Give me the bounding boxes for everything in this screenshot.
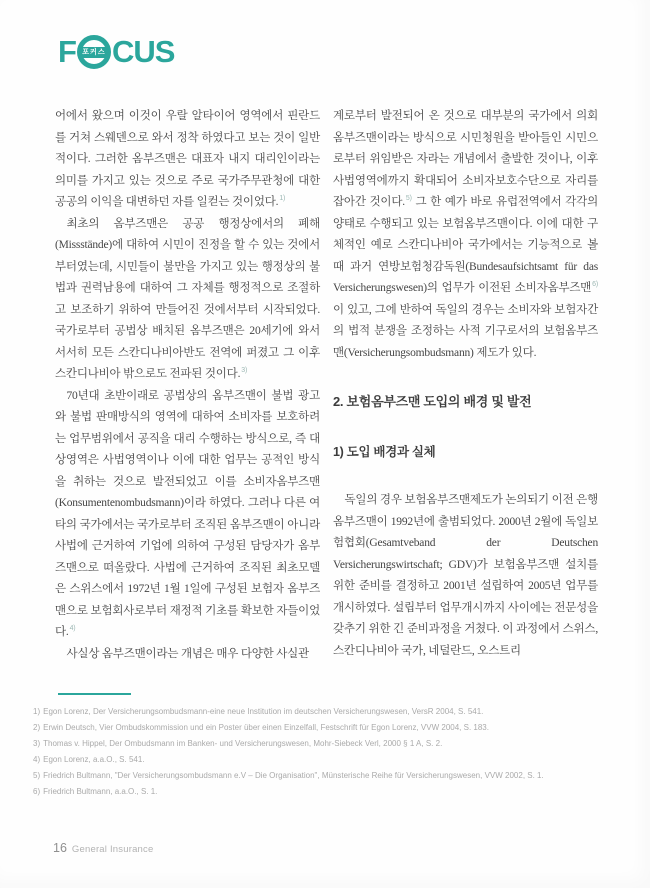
footnote-ref: 3)	[241, 367, 248, 375]
section-heading: 2. 보험옴부즈맨 도입의 배경 및 발전	[333, 394, 532, 409]
footnote-text: Thomas v. Hippel, Der Ombudsmann im Banken- und Versicherungswesen, Mohr-Siebeck Verl, 2000 § 1 A, S. 2.	[43, 739, 443, 748]
footnote-text: Egon Lorenz, Der Versicherungsombudsmann-eine neue Institution im deutschen Versicherungswesen, VersR 2004, S. 541.	[43, 707, 484, 716]
footnote-text: Erwin Deutsch, Vier Ombudskommission und ein Poster über einen Einzelfall, Festschrift für Egon Lorenz, VVW 2004, S. 183.	[43, 723, 489, 732]
footnote-item	[33, 736, 623, 752]
body-paragraph: 사실상 옴부즈맨이라는 개념은 매우 다양한 사실관	[66, 647, 309, 660]
footnote-number: 6)	[33, 787, 41, 796]
body-paragraph: 독일의 경우 보험옴부즈맨제도가 논의되기 이전 은행옴부즈맨이 1992년에 출범되었다. 2000년 2월에 독일보험협회(Gesamtveband der Deutschen Versicherungswirtschaft; GDV)가 보험옴부즈맨 설치를 위한 준비를 결정하고 2001년 설립하여 2005년 업무를 개시하였다. 설립부터 업무개시까지 사이에는 전문성을 갖추기 위한 긴 준비과정을 거쳤다. 이 과정에서 스위스, 스칸디나비아 국가, 네덜란드, 오스트리	[333, 494, 598, 657]
body-paragraph: 계로부터 발전되어 온 것으로 대부분의 국가에서 의회 옴부즈맨이라는 방식으로 시민청원을 받아들인 시민으로부터 위임받은 자라는 개념에서 출발한 것이나, 이후 사법영역에까지 확대되어 소비자보호수단으로 자리를 잡아간 것이다.$^{5)}$ 그 한 예가 바로 유럽전역에서 각각의 양태로 수행되고 있는 보험옴부즈맨이다. 이에 대한 구체적인 예로 스칸디나비아 국가에서는 기능적으로 볼 때 과거 연방보험청감독원(Bundesaufsichtsamt für das Versicherungswesen)의 업무가 이전된 소비자옴부즈맨$^{6)}$이 있고, 그에 반하여 독일의 경우는 소비자와 보험자간의 법적 분쟁을 조정하는 사적 기구로서의 보험옴부즈맨(Versicherungsombudsmann) 제도가 있다.	[333, 110, 598, 359]
body-paragraph: 최초의 옴부즈맨은 공공 행정상에서의 폐해(Missstände)에 대하여 시민이 진정을 할 수 있는 것에서부터였는데, 시민들이 불만을 가지고 있는 행정상의 불법과 권력남용에 대하여 그 자체를 행정적으로 조절하고 보조하기 위하여 만들어진 것에서부터 시작되었다. 국가로부터 공법상 배치된 옴부즈맨은 20세기에 와서 서서히 모든 스칸디나비아반도 전역에 퍼졌고 그 이후 스칸디나비아 밖으로도 전파된 것이다.$^{3)}$	[55, 217, 320, 380]
footnote-item	[33, 720, 623, 736]
footnote-number: 5)	[33, 771, 41, 780]
page-footer	[53, 841, 153, 855]
footnote-item	[33, 768, 623, 784]
footnote-item	[33, 704, 623, 720]
footnote-ref: 6)	[592, 281, 598, 289]
footnote-number: 1)	[33, 707, 41, 716]
footnote-text: Friedrich Bultmann, a.a.O., S. 1.	[43, 787, 158, 796]
footnote-text: Friedrich Bultmann, "Der Versicherungsombudsmann e.V – Die Organisation", Münsterische Reihe für Versicherungswesen, VVW 2002, S. 1.	[43, 771, 544, 780]
footnote-item	[33, 784, 623, 800]
body-paragraph: 70년대 초반이래로 공법상의 옴부즈맨이 불법 광고와 불법 판매방식의 영역에 대하여 소비자를 보호하려는 업무범위에서 공직을 대리 수행하는 방식으로, 즉 대상영역은 사법영역이나 이에 대한 업무는 공적인 방식을 취하는 것으로 발전되었고 이를 소비자옴부즈맨(Konsumentenombudsmann)이라 하였다. 그러나 다른 여타의 국가에서는 국가로부터 조직된 옴부즈맨이 아니라 사법에 근거하여 기업에 의하여 구성된 담당자가 옴부즈맨으로 떠올랐다. 사법에 근거하여 조직된 최초모델은 스위스에서 1972년 1월 1일에 구성된 보험자 옴부즈맨으로 보험회사로부터 재정적 기초를 확보한 자들이었다.$^{4)}$	[55, 389, 320, 638]
logo-ring-o-icon	[77, 35, 111, 69]
sub-heading: 1) 도입 배경과 실체	[333, 444, 436, 459]
left-column	[55, 106, 320, 665]
footnote-text: Egon Lorenz, a.a.O., S. 541.	[43, 755, 145, 764]
footnote-ref: 1)	[279, 195, 286, 203]
footnote-number: 3)	[33, 739, 41, 748]
journal-name: General Insurance	[71, 844, 154, 855]
footnote-ref: 4)	[69, 625, 76, 633]
page-number: 16	[53, 841, 67, 855]
body-paragraph: 어에서 왔으며 이것이 우랄 알타이어 영역에서 핀란드를 거쳐 스웨덴으로 와서 정착 하였다고 보는 것이 일반적이다. 그러한 옴부즈맨은 대표자 내지 대리인이라는 의미를 가지고 있는 것으로 주로 국가주무관청에 대한 공공의 이익을 대변하던 자를 일컫는 것이었다.$^{1)}$	[55, 110, 320, 208]
logo-letters-cus: CUS	[111, 34, 175, 69]
footnote-number: 4)	[33, 755, 41, 764]
article-body	[55, 106, 598, 665]
right-column	[333, 106, 598, 665]
footnote-ref: 5)	[405, 195, 412, 203]
logo-letter-f: F	[58, 34, 76, 69]
footnote-number: 2)	[33, 723, 41, 732]
logo-korean-badge: 포커스	[82, 48, 106, 56]
footnotes	[33, 704, 623, 800]
focus-logo	[58, 34, 174, 70]
footnote-item	[33, 752, 623, 768]
footnote-divider	[58, 693, 131, 695]
